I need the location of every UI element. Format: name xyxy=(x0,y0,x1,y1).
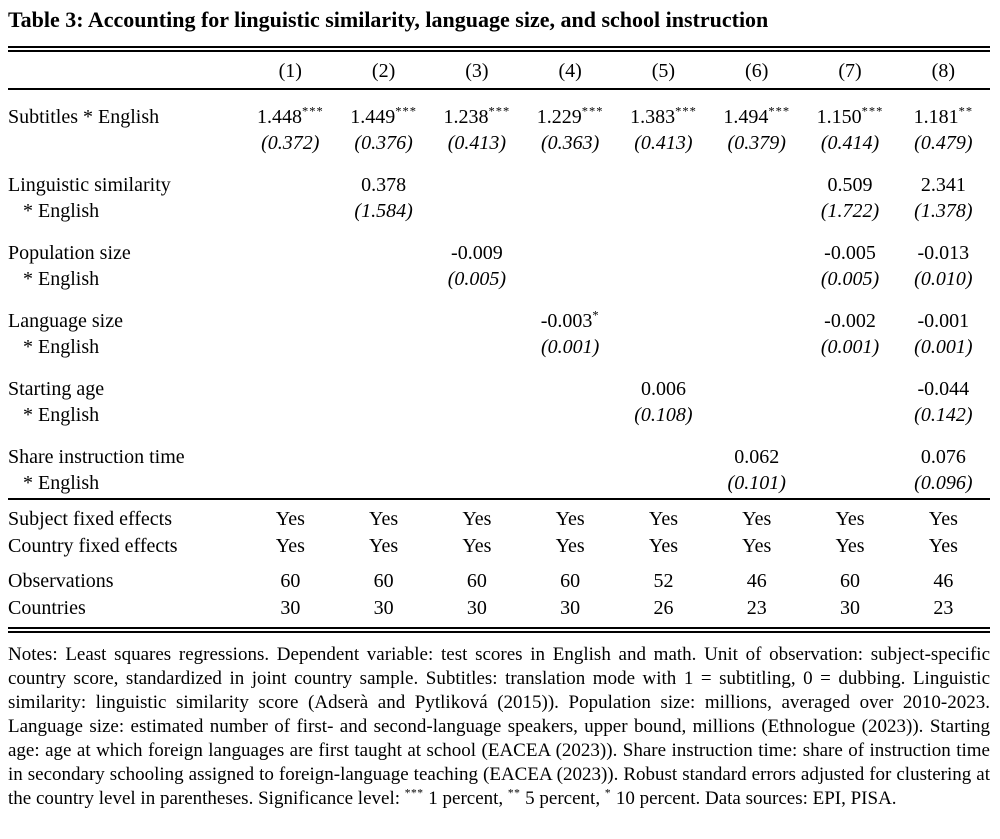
coef-row-1-estimate-line xyxy=(8,89,990,130)
standard-error-cell: (0.096) xyxy=(914,472,973,494)
row-label: Share instruction time xyxy=(8,446,185,468)
standard-error-cell xyxy=(337,266,430,294)
standard-error-cell: (0.376) xyxy=(354,132,413,154)
summary-value: 30 xyxy=(466,597,487,619)
summary-value: 23 xyxy=(933,597,954,619)
row-label: Language size xyxy=(8,310,123,332)
standard-error-cell xyxy=(430,402,523,430)
standard-error-cell xyxy=(337,470,430,499)
coefficient-cell xyxy=(617,430,710,470)
row-label-continuation: * English xyxy=(23,200,100,222)
summary-value: 30 xyxy=(840,597,860,619)
coefficient-cell xyxy=(430,362,523,402)
column-header-7: (7) xyxy=(803,49,896,89)
summary-value: 60 xyxy=(466,570,487,592)
standard-error-cell xyxy=(803,470,896,499)
notes-significance-prefix: Significance level: xyxy=(258,788,405,809)
coefficient-value: -0.002 xyxy=(824,310,876,332)
coefficient-cell xyxy=(617,158,710,198)
column-header-5: (5) xyxy=(617,49,710,89)
notes-data-sources: Data sources: EPI, PISA. xyxy=(704,788,897,809)
two-stars-marker: ** xyxy=(507,787,521,800)
coefficient-cell xyxy=(710,226,803,266)
coefficient-value: -0.044 xyxy=(917,378,970,400)
row-label: Population size xyxy=(8,242,131,264)
column-header-6: (6) xyxy=(710,49,803,89)
row-label: Linguistic similarity xyxy=(8,174,171,196)
coefficient-cell xyxy=(524,89,617,130)
standard-error-cell: (0.413) xyxy=(634,132,693,154)
standard-error-cell xyxy=(710,198,803,226)
coef-row-3-se-line xyxy=(8,266,990,294)
coefficient-cell xyxy=(897,430,990,470)
summary-row-country-fixed-effects xyxy=(8,533,990,560)
coefficient-cell xyxy=(337,362,430,402)
table-notes xyxy=(8,643,990,811)
standard-error-cell xyxy=(524,198,617,226)
summary-value: Yes xyxy=(897,499,990,533)
summary-value: Yes xyxy=(928,535,958,557)
summary-value: Yes xyxy=(803,499,896,533)
summary-label: Observations xyxy=(8,570,114,592)
coefficient-value: 1.181 xyxy=(913,106,959,128)
standard-error-cell xyxy=(244,470,337,499)
significance-stars: * xyxy=(592,308,600,323)
column-header-row xyxy=(8,49,990,89)
one-percent-label: 1 percent, xyxy=(423,788,508,809)
coefficient-cell xyxy=(244,226,337,266)
standard-error-cell xyxy=(524,470,617,499)
standard-error-cell xyxy=(617,198,710,226)
summary-value: 60 xyxy=(280,570,301,592)
coefficient-value: 2.341 xyxy=(920,174,966,196)
standard-error-cell xyxy=(430,198,523,226)
summary-label: Country fixed effects xyxy=(8,535,178,557)
row-label-continuation: * English xyxy=(23,336,100,358)
coefficient-cell xyxy=(897,226,990,266)
summary-value: 52 xyxy=(653,570,674,592)
coefficient-cell xyxy=(337,294,430,334)
row-label: Subtitles * English xyxy=(8,106,160,128)
summary-value: Yes xyxy=(710,499,803,533)
coefficient-cell xyxy=(617,89,710,130)
coefficient-value: 0.062 xyxy=(734,446,780,468)
summary-value: 60 xyxy=(560,570,581,592)
summary-value: Yes xyxy=(524,499,617,533)
standard-error-cell: (0.108) xyxy=(634,404,693,426)
standard-error-cell xyxy=(244,266,337,294)
standard-error-cell xyxy=(803,402,896,430)
summary-value: Yes xyxy=(244,499,337,533)
coefficient-cell xyxy=(244,89,337,130)
summary-value: 60 xyxy=(840,570,860,592)
standard-error-cell: (1.722) xyxy=(820,200,880,222)
one-star-marker: * xyxy=(604,787,612,800)
coefficient-value: -0.009 xyxy=(451,242,503,264)
summary-value: 46 xyxy=(746,570,767,592)
coefficient-cell xyxy=(337,89,430,130)
standard-error-cell: (0.001) xyxy=(820,336,880,358)
summary-row-observations xyxy=(8,560,990,595)
coef-row-1-se-line xyxy=(8,130,990,158)
coefficient-cell xyxy=(710,294,803,334)
coef-row-6-estimate-line xyxy=(8,430,990,470)
coefficient-value: -0.003 xyxy=(540,310,593,332)
standard-error-cell xyxy=(337,402,430,430)
row-label-continuation: * English xyxy=(23,472,100,494)
coefficient-value: 1.494 xyxy=(723,106,769,128)
notes-body: Notes: Least squares regressions. Dependent variable: test scores in English and math. Unit of observation: subject-specific country score, standardized in joint country sample. Subtitles: translation mode with 1 = subtitling, 0 = dubbing. Linguistic similarity: linguistic similarity score (Adserà and Pytliková (2015)). Population size: millions, averaged over 2010-2023. Language size: estimated number of first- and second-language speakers, upper bound, millions (Ethnologue (2023)). Starting age: age at which foreign languages are first taught at school (EACEA (2023)). Share instruction time: share of instruction time in secondary schooling assigned to foreign-language teaching (EACEA (2023)). Robust standard errors adjusted for clustering at the country level in parentheses. xyxy=(8,644,990,809)
significance-stars: *** xyxy=(861,104,884,119)
coefficient-cell xyxy=(430,294,523,334)
summary-row-subject-fixed-effects xyxy=(8,499,990,533)
coefficient-value: 1.238 xyxy=(443,106,489,128)
three-stars-marker: *** xyxy=(404,787,424,800)
row-label-continuation xyxy=(8,130,244,158)
summary-value: 46 xyxy=(933,570,954,592)
standard-error-cell xyxy=(244,198,337,226)
ten-percent-label: 10 percent. xyxy=(611,788,705,809)
standard-error-cell: (0.413) xyxy=(447,132,507,154)
summary-value: 30 xyxy=(280,597,301,619)
coefficients-section xyxy=(8,89,990,499)
standard-error-cell: (0.372) xyxy=(261,132,320,154)
regression-table xyxy=(8,46,990,633)
standard-error-cell: (0.414) xyxy=(820,132,880,154)
summary-value: 23 xyxy=(746,597,767,619)
summary-section xyxy=(8,499,990,630)
coef-row-2-estimate-line xyxy=(8,158,990,198)
summary-row-countries xyxy=(8,595,990,630)
coefficient-cell xyxy=(244,430,337,470)
significance-stars: *** xyxy=(581,104,604,119)
coefficient-value: 0.509 xyxy=(827,174,873,196)
standard-error-cell xyxy=(710,266,803,294)
coefficient-value: 0.076 xyxy=(920,446,966,468)
summary-value: 60 xyxy=(373,570,394,592)
summary-value: Yes xyxy=(835,535,865,557)
standard-error-cell xyxy=(710,402,803,430)
coef-row-5-estimate-line xyxy=(8,362,990,402)
coefficient-cell xyxy=(803,226,896,266)
column-header-3: (3) xyxy=(430,49,523,89)
summary-value: Yes xyxy=(275,535,305,557)
coefficient-cell xyxy=(803,89,896,130)
coefficient-cell xyxy=(524,430,617,470)
summary-value: 30 xyxy=(560,597,581,619)
standard-error-cell: (0.001) xyxy=(914,336,973,358)
summary-label: Subject fixed effects xyxy=(8,499,244,533)
coefficient-cell xyxy=(803,294,896,334)
standard-error-cell xyxy=(430,334,523,362)
column-header-8: (8) xyxy=(897,49,990,89)
coefficient-cell xyxy=(337,158,430,198)
significance-stars: *** xyxy=(675,104,697,119)
coefficient-value: 1.448 xyxy=(256,106,302,128)
header-label-spacer xyxy=(8,49,244,89)
standard-error-cell xyxy=(244,402,337,430)
table-header xyxy=(8,49,990,89)
coefficient-cell xyxy=(617,294,710,334)
coefficient-value: 0.006 xyxy=(640,378,686,400)
row-label: Starting age xyxy=(8,378,105,400)
standard-error-cell xyxy=(710,334,803,362)
table-title: Table 3: Accounting for linguistic similarity, language size, and school instruction xyxy=(8,7,769,32)
coefficient-cell xyxy=(710,430,803,470)
coefficient-cell xyxy=(803,430,896,470)
coef-row-5-se-line xyxy=(8,402,990,430)
coef-row-3-estimate-line xyxy=(8,226,990,266)
summary-value: Yes xyxy=(462,535,492,557)
summary-value: Yes xyxy=(742,535,772,557)
summary-value: Yes xyxy=(337,499,430,533)
coefficient-value: 1.150 xyxy=(816,106,862,128)
coefficient-cell xyxy=(430,430,523,470)
coefficient-cell xyxy=(524,226,617,266)
standard-error-cell: (0.363) xyxy=(540,132,600,154)
standard-error-cell: (0.101) xyxy=(727,472,786,494)
significance-stars: ** xyxy=(958,104,974,119)
standard-error-cell: (0.379) xyxy=(727,132,786,154)
summary-value: Yes xyxy=(617,499,710,533)
column-header-2: (2) xyxy=(337,49,430,89)
coefficient-value: -0.001 xyxy=(917,310,970,332)
column-header-4: (4) xyxy=(524,49,617,89)
row-label-continuation: * English xyxy=(23,404,100,426)
standard-error-cell xyxy=(617,334,710,362)
coefficient-cell xyxy=(524,362,617,402)
coefficient-cell xyxy=(897,89,990,130)
coefficient-cell xyxy=(244,362,337,402)
coefficient-value: 1.383 xyxy=(630,106,676,128)
coef-row-4-estimate-line xyxy=(8,294,990,334)
standard-error-cell xyxy=(430,470,523,499)
standard-error-cell: (1.584) xyxy=(354,200,413,222)
significance-stars: *** xyxy=(768,104,791,119)
summary-value: Yes xyxy=(648,535,678,557)
coef-row-2-se-line xyxy=(8,198,990,226)
coefficient-cell xyxy=(803,158,896,198)
summary-value: 26 xyxy=(653,597,674,619)
summary-value: 30 xyxy=(373,597,394,619)
standard-error-cell: (1.378) xyxy=(914,200,973,222)
coefficient-cell xyxy=(710,158,803,198)
standard-error-cell: (0.010) xyxy=(914,268,973,290)
coef-row-6-se-line xyxy=(8,470,990,499)
summary-value: Yes xyxy=(369,535,399,557)
coefficient-cell xyxy=(617,226,710,266)
significance-stars: *** xyxy=(301,104,324,119)
coefficient-cell xyxy=(710,89,803,130)
coefficient-value: 1.229 xyxy=(536,106,582,128)
row-label-continuation: * English xyxy=(23,268,100,290)
coefficient-cell xyxy=(337,430,430,470)
coefficient-cell xyxy=(803,362,896,402)
coefficient-cell xyxy=(430,158,523,198)
coefficient-cell xyxy=(244,158,337,198)
standard-error-cell: (0.005) xyxy=(820,268,880,290)
coefficient-value: -0.013 xyxy=(917,242,970,264)
coefficient-cell xyxy=(337,226,430,266)
coefficient-value: 0.378 xyxy=(361,174,407,196)
summary-value: Yes xyxy=(430,499,523,533)
summary-value: Yes xyxy=(555,535,585,557)
coefficient-cell xyxy=(897,294,990,334)
standard-error-cell xyxy=(244,334,337,362)
standard-error-cell xyxy=(617,266,710,294)
standard-error-cell xyxy=(337,334,430,362)
standard-error-cell xyxy=(524,266,617,294)
coefficient-cell xyxy=(897,362,990,402)
coefficient-cell xyxy=(897,158,990,198)
coefficient-cell xyxy=(244,294,337,334)
coefficient-value: 1.449 xyxy=(350,106,396,128)
standard-error-cell: (0.479) xyxy=(914,132,973,154)
significance-stars: *** xyxy=(488,104,511,119)
standard-error-cell: (0.001) xyxy=(540,336,600,358)
coefficient-cell xyxy=(524,294,617,334)
coefficient-cell xyxy=(710,362,803,402)
standard-error-cell xyxy=(617,470,710,499)
standard-error-cell: (0.005) xyxy=(447,268,507,290)
significance-stars: *** xyxy=(395,104,417,119)
summary-label: Countries xyxy=(8,597,86,619)
coefficient-cell xyxy=(430,89,523,130)
five-percent-label: 5 percent, xyxy=(520,788,605,809)
standard-error-cell: (0.142) xyxy=(914,404,973,426)
coefficient-value: -0.005 xyxy=(824,242,876,264)
coefficient-cell xyxy=(430,226,523,266)
column-header-1: (1) xyxy=(244,49,337,89)
coefficient-cell xyxy=(617,362,710,402)
coef-row-4-se-line xyxy=(8,334,990,362)
coefficient-cell xyxy=(524,158,617,198)
standard-error-cell xyxy=(524,402,617,430)
